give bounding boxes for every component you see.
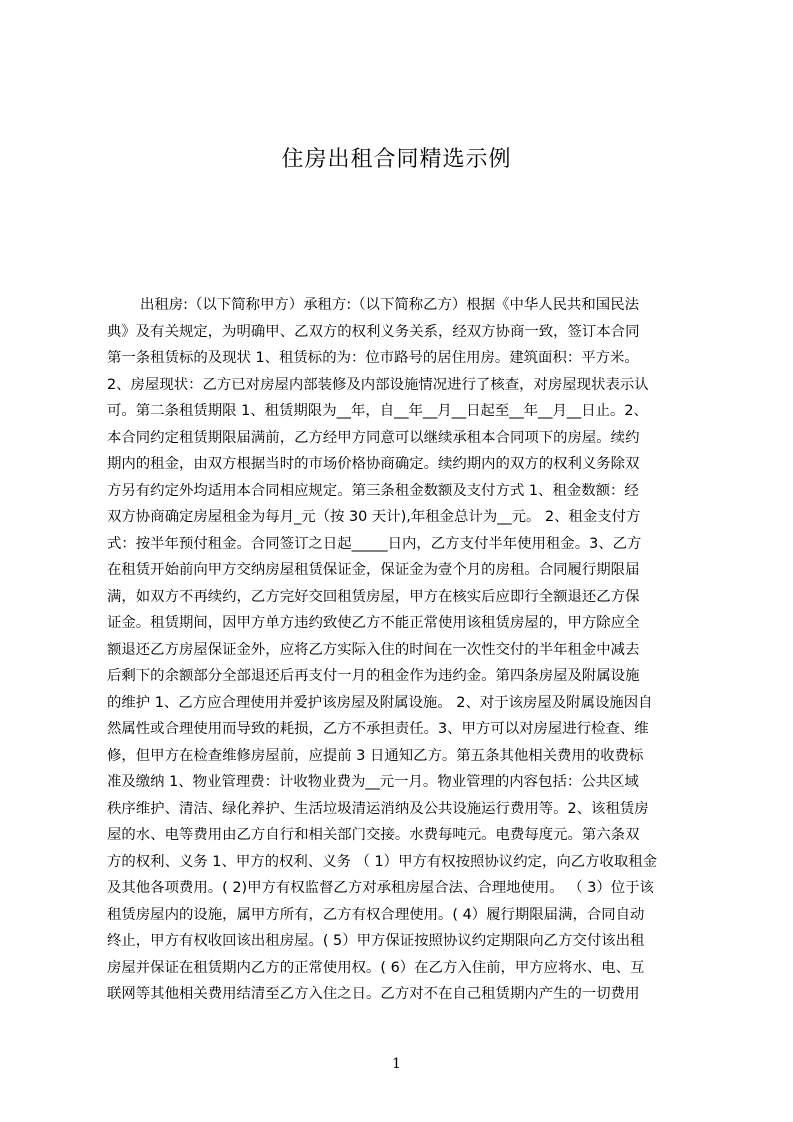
body-line-4: 2、房屋现状：乙方已对房屋内部装修及内部设施情况进行了核查，对房屋现状表示认 (107, 376, 649, 393)
body-line-15: 后剩下的余额部分全部退还后再支付一月的租金作为违约金。第四条房屋及附属设施 (107, 668, 640, 684)
body-line-18: 修，但甲方在检查维修房屋前，应提前 3 日通知乙方。第五条其他相关费用的收费标 (107, 747, 644, 764)
body-line-12: 满，如双方不再续约，乙方完好交回租赁房屋，甲方在核实后应即行全额退还乙方保 (107, 588, 640, 605)
body-line-14: 额退还乙方房屋保证金外，应将乙方实际入住的时间在一次性交付的半年租金中减去 (107, 641, 640, 658)
body-line-11: 在租赁开始前向甲方交纳房屋租赁保证金，保证金为壹个月的房租。合同履行期限届 (107, 562, 640, 578)
body-line-5: 可。第二条租赁期限 1、租赁期限为__年，自__年__月__日起至__年__月__日止。2、 (107, 403, 648, 419)
body-line-1: 出租房:（以下简称甲方）承租方:（以下简称乙方）根据《中华人民共和国民法 (140, 297, 639, 313)
body-line-27: 联网等其他相关费用结清至乙方入住之日。乙方对不在自己租赁期内产生的一切费用 (107, 986, 640, 1002)
body-line-26: 房屋并保证在租赁期内乙方的正常使用权。( 6）在乙方入住前，甲方应将水、电、互 (107, 959, 645, 976)
page-number: 1 (392, 1056, 401, 1072)
body-line-2: 典》及有关规定，为明确甲、乙双方的权利义务关系，经双方协商一致，签订本合同 (107, 323, 640, 340)
body-line-16: 的维护 1、乙方应合理使用并爱护该房屋及附属设施。 2、对于该房屋及附属设施因自 (107, 694, 653, 711)
body-line-23: 及其他各项费用。( 2)甲方有权监督乙方对承租房屋合法、合理地使用。 （ 3）位于该 (107, 880, 654, 896)
body-line-7: 期内的租金，由双方根据当时的市场价格协商确定。续约期内的双方的权利义务除双 (107, 456, 640, 472)
body-line-13: 证金。租赁期间，因甲方单方违约致使乙方不能正常使用该租赁房屋的，甲方除应全 (107, 615, 640, 631)
body-line-19: 准及缴纳 1、物业管理费：计收物业费为__元一月。物业管理的内容包括：公共区域 (107, 774, 639, 790)
contract-body (107, 292, 697, 1008)
body-line-8: 方另有约定外均适用本合同相应规定。第三条租金数额及支付方式 1、租金数额：经 (107, 482, 639, 499)
document-title: 住房出租合同精选示例 (281, 147, 512, 172)
body-line-25: 终止，甲方有权收回该出租房屋。( 5）甲方保证按照协议约定期限向乙方交付该出租 (107, 933, 645, 949)
body-line-10: 式：按半年预付租金。合同签订之日起_____日内，乙方支付半年使用租金。3、乙方 (107, 535, 642, 552)
body-line-21: 屋的水、电等费用由乙方自行和相关部门交接。水费每吨元。电费每度元。第六条双 (107, 827, 640, 843)
body-line-22: 方的权利、义务 1、甲方的权利、义务 （ 1）甲方有权按照协议约定，向乙方收取租金 (107, 853, 658, 870)
body-line-6: 本合同约定租赁期限届满前，乙方经甲方同意可以继续承租本合同项下的房屋。续约 (107, 429, 640, 446)
body-line-3: 第一条租赁标的及现状 1、租赁标的为：位市路号的居住用房。建筑面积：平方米。 (107, 350, 639, 366)
body-line-17: 然属性或合理使用而导致的耗损，乙方不承担责任。3、甲方可以对房屋进行检查、维 (107, 721, 649, 737)
body-line-9: 双方协商确定房屋租金为每月_元（按 30 天计),年租金总计为__元。 2、租金支付方 (107, 509, 641, 525)
body-line-24: 租赁房屋内的设施，属甲方所有，乙方有权合理使用。( 4）履行期限届满，合同自动 (107, 906, 645, 923)
body-line-20: 秩序维护、清洁、绿化养护、生活垃圾清运消纳及公共设施运行费用等。2、该租赁房 (107, 800, 649, 817)
